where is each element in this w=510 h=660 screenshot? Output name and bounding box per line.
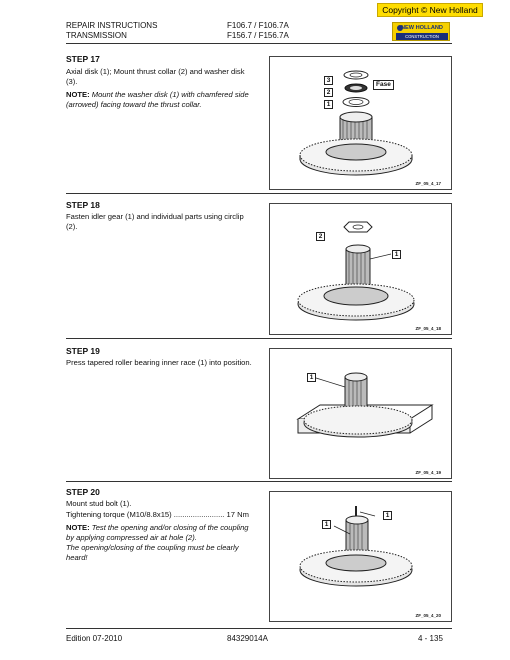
step-20-figure bbox=[269, 491, 452, 622]
step-17-text: Axial disk (1); Mount thrust collar (2) and washer disk (3). bbox=[66, 67, 245, 86]
note-text: Test the opening and/or closing of the coupling by applying compressed air at hole (2). bbox=[66, 523, 249, 542]
header-rule bbox=[66, 43, 452, 44]
fase-label: Fase bbox=[373, 80, 394, 90]
footer-rule bbox=[66, 628, 452, 629]
figure-code: ZF_05_4_17 bbox=[415, 181, 441, 186]
step-20-text-1: Mount stud bolt (1). bbox=[66, 499, 132, 508]
header-title-line1: REPAIR INSTRUCTIONS bbox=[66, 21, 158, 30]
idler-gear-illustration bbox=[270, 204, 453, 336]
step-20-note bbox=[66, 523, 256, 542]
step-divider bbox=[66, 481, 452, 482]
footer-doc-number: 84329014A bbox=[227, 634, 268, 643]
header-models bbox=[227, 21, 289, 41]
callout-1: 1 bbox=[392, 250, 401, 259]
new-holland-logo bbox=[392, 22, 450, 41]
note-label: NOTE: bbox=[66, 523, 90, 532]
step-19-text: Press tapered roller bearing inner race (1) into position. bbox=[66, 358, 252, 367]
logo-sub: CONSTRUCTION bbox=[396, 33, 448, 40]
logo-brand: NEW HOLLAND bbox=[401, 25, 443, 31]
header-title-line2: TRANSMISSION bbox=[66, 31, 127, 40]
step-20-note-2: The opening/closing of the coupling must be clearly heard! bbox=[66, 543, 239, 562]
step-divider bbox=[66, 338, 452, 339]
step-19-figure bbox=[269, 348, 452, 479]
footer-page-number: 4 - 135 bbox=[418, 634, 443, 643]
step-18-figure bbox=[269, 203, 452, 335]
gear-assembly-illustration bbox=[270, 57, 453, 191]
step-20-title: STEP 20 bbox=[66, 487, 100, 497]
header-title bbox=[66, 21, 157, 41]
step-20-text-2: Tightening torque (M10/8.8x15) ........................ 17 Nm bbox=[66, 510, 249, 519]
step-17-title: STEP 17 bbox=[66, 54, 100, 64]
stud-bolt-illustration bbox=[270, 492, 453, 623]
callout-1: 1 bbox=[324, 100, 333, 109]
callout-3: 3 bbox=[324, 76, 333, 85]
copyright-banner: Copyright © New Holland bbox=[377, 3, 483, 17]
callout-1-left: 1 bbox=[322, 520, 331, 529]
callout-1-right: 1 bbox=[383, 511, 392, 520]
callout-2: 2 bbox=[316, 232, 325, 241]
bearing-press-illustration bbox=[270, 349, 453, 480]
step-17-figure bbox=[269, 56, 452, 190]
figure-code: ZF_05_4_19 bbox=[415, 470, 441, 475]
footer-edition: Edition 07-2010 bbox=[66, 634, 123, 643]
figure-code: ZF_05_4_18 bbox=[415, 326, 441, 331]
note-text: Mount the washer disk (1) with chamfered side (arrowed) facing toward the thrust collar. bbox=[66, 90, 249, 109]
step-18-text: Fasten idler gear (1) and individual parts using circlip (2). bbox=[66, 212, 244, 231]
step-17-note bbox=[66, 90, 256, 109]
step-18-title: STEP 18 bbox=[66, 200, 100, 210]
callout-1: 1 bbox=[307, 373, 316, 382]
figure-code: ZF_05_4_20 bbox=[415, 613, 441, 618]
header-models-line1: F106.7 / F106.7A bbox=[227, 21, 289, 30]
note-label: NOTE: bbox=[66, 90, 90, 99]
step-19-title: STEP 19 bbox=[66, 346, 100, 356]
header-models-line2: F156.7 / F156.7A bbox=[227, 31, 289, 40]
callout-2: 2 bbox=[324, 88, 333, 97]
step-divider bbox=[66, 193, 452, 194]
